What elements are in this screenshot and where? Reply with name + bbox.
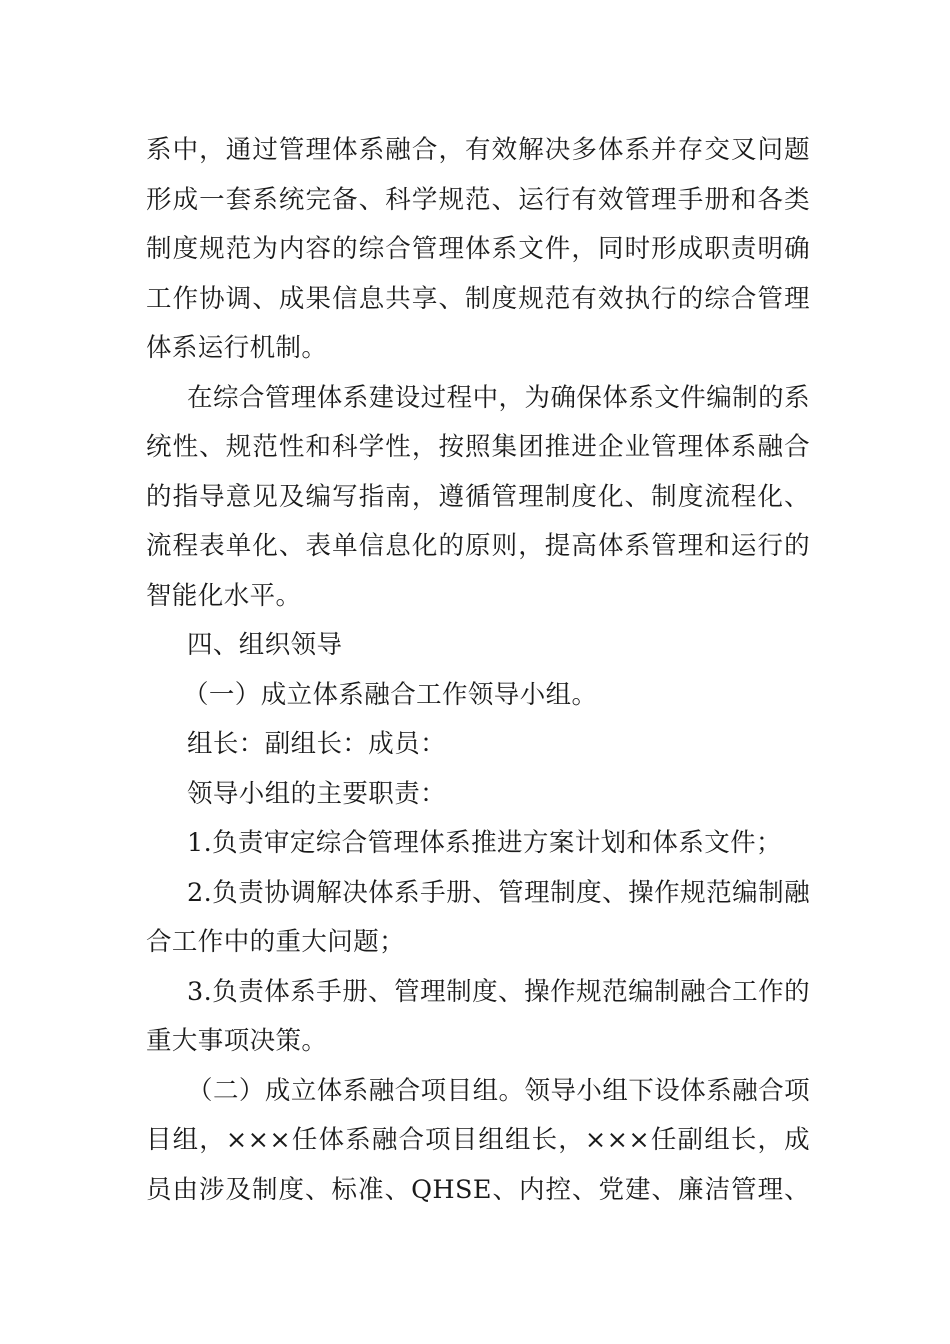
list-item-continuation: 合工作中的重大问题； [146, 927, 406, 957]
paragraph-line: 工作协调、成果信息共享、制度规范有效执行的综合管理 [146, 283, 810, 314]
paragraph-line: 的指导意见及编写指南，遵循管理制度化、制度流程化、 [146, 481, 810, 512]
list-item: 2.负责协调解决体系手册、管理制度、操作规范编制融 [187, 877, 810, 908]
paragraph-line: 组长：副组长：成员： [187, 729, 447, 759]
list-item-continuation: 重大事项决策。 [146, 1026, 328, 1056]
document-body [146, 126, 810, 1215]
paragraph-line: （二）成立体系融合项目组。领导小组下设体系融合项 [187, 1075, 810, 1106]
list-item: 1.负责审定综合管理体系推进方案计划和体系文件； [187, 828, 782, 858]
paragraph-line: 形成一套系统完备、科学规范、运行有效管理手册和各类 [146, 184, 810, 215]
paragraph-line: 流程表单化、表单信息化的原则，提高体系管理和运行的 [146, 531, 810, 561]
paragraph-line: 目组，×××任体系融合项目组组长，×××任副组长，成 [146, 1125, 810, 1155]
paragraph-line: 员由涉及制度、标准、QHSE、内控、党建、廉洁管理、 [146, 1174, 810, 1205]
paragraph-line: 制度规范为内容的综合管理体系文件，同时形成职责明确 [146, 234, 810, 264]
paragraph-line: 在综合管理体系建设过程中，为确保体系文件编制的系 [187, 382, 810, 413]
paragraph-line: 智能化水平。 [146, 580, 302, 611]
list-item: 3.负责体系手册、管理制度、操作规范编制融合工作的 [187, 976, 810, 1007]
paragraph-line: 领导小组的主要职责： [187, 778, 447, 809]
paragraph-line: 体系运行机制。 [146, 333, 328, 363]
paragraph-line: 统性、规范性和科学性，按照集团推进企业管理体系融合 [146, 432, 810, 462]
paragraph-line: 系中，通过管理体系融合，有效解决多体系并存交叉问题 [146, 135, 810, 165]
section-heading: 四、组织领导 [187, 630, 343, 660]
subsection-heading: （一）成立体系融合工作领导小组。 [183, 679, 598, 710]
